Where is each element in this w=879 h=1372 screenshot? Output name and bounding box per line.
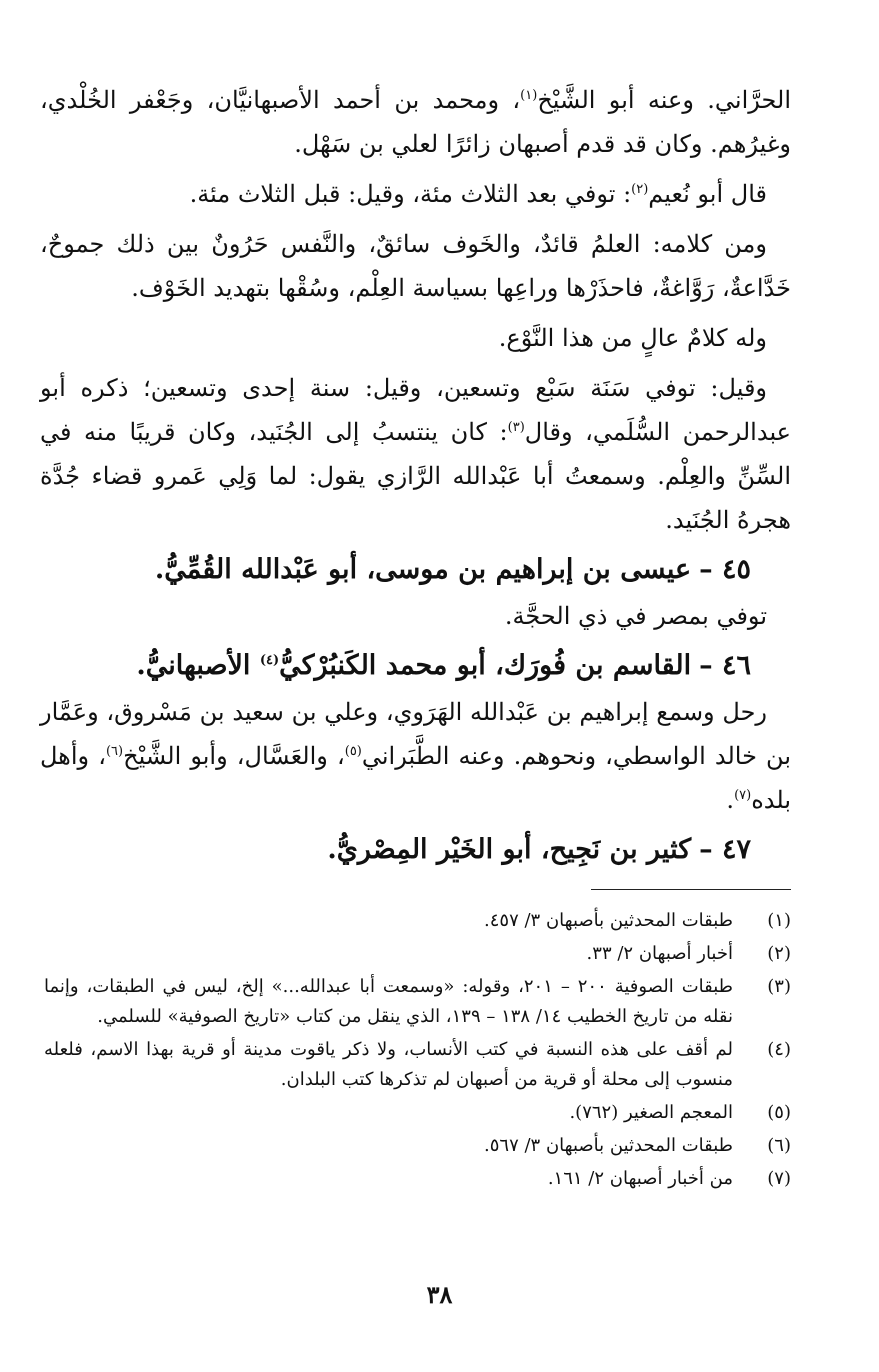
footnote-text: المعجم الصغير (٧٦٢). xyxy=(569,1102,733,1123)
footnote-number: (٦) xyxy=(767,1135,791,1156)
footnote-number: (١) xyxy=(767,910,791,931)
page-number: ٣٨ xyxy=(426,1280,453,1309)
paragraph: توفي بمصر في ذي الحجَّة. xyxy=(504,602,767,630)
main-text xyxy=(40,78,791,874)
footnote-ref[interactable]: (٢) xyxy=(631,182,649,197)
text-run: ، وأهل بلده xyxy=(40,742,791,814)
text-run: الحرَّاني. وعنه أبو الشَّيْخ xyxy=(537,86,791,114)
text-run: : كان ينتسبُ إلى الجُنَيد، وكان قريبًا منه في السِّنِّ والعِلْم. وسمعتُ أبا عَبْدالله الرَّازي يقول: لما وَلِي عَمرو قضاء جُدَّة هجرهُ الجُنَيد. xyxy=(40,418,791,534)
paragraph: وله كلامٌ عالٍ من هذا النَّوْع. xyxy=(498,324,767,352)
footnote-ref[interactable]: (٤) xyxy=(259,653,280,668)
footnote xyxy=(44,1131,791,1161)
footnote-text: من أخبار أصبهان ٢/ ١٦١. xyxy=(547,1168,733,1189)
entry-heading-45 xyxy=(40,548,791,592)
text-run: قال أبو نُعيم xyxy=(648,180,767,208)
footnote xyxy=(44,906,791,936)
footnote-number: (٧) xyxy=(767,1168,791,1189)
paragraph xyxy=(40,366,791,542)
footnote-text: طبقات المحدثين بأصبهان ٣/ ٤٥٧. xyxy=(484,910,733,931)
footnote-text: لم أقف على هذه النسبة في كتب الأنساب، ولا ذكر ياقوت مدينة أو قرية بهذا الاسم، فلعله منسوب إلى محلة أو قرية من أصبهان لم تذكرها كتب البلدان. xyxy=(44,1039,733,1090)
footnote-ref[interactable]: (٣) xyxy=(507,420,525,435)
text-run: وقيل: توفي سَنَة سَبْع وتسعين، وقيل: سنة إحدى وتسعين؛ ذكره أبو عبدالرحمن السُّلَمي، وقال xyxy=(40,374,792,446)
footnote-number: (٥) xyxy=(767,1102,791,1123)
footnotes xyxy=(44,906,791,1197)
entry-number: ٤٥ – xyxy=(699,554,751,585)
paragraph: ومن كلامه: العلمُ قائدٌ، والخَوف سائقٌ، والنَّفس حَرُونٌ بين ذلك جموحٌ، خَدَّاعةٌ، رَوَّاغةٌ، فاحذَرْها وراعِها بسياسة العِلْم، وسُقْها بتهديد الخَوْف. xyxy=(40,230,791,302)
entry-title: كثير بن نَجِيح، أبو الخَيْر المِصْريُّ. xyxy=(327,834,692,865)
paragraph xyxy=(40,172,791,216)
entry-title: القاسم بن فُورَك، أبو محمد الكَنبُرْكيُّ xyxy=(279,650,692,681)
footnote xyxy=(44,1164,791,1194)
footnote-text: طبقات الصوفية ٢٠٠ – ٢٠١، وقوله: «وسمعت أبا عبدالله...» إلخ، ليس في الطبقات، وإنما نقله من تاريخ الخطيب ١٤/ ١٣٨ – ١٣٩، الذي ينقل من كتاب «تاريخ الصوفية» للسلمي. xyxy=(44,976,733,1027)
footnote-text: طبقات المحدثين بأصبهان ٣/ ٥٦٧. xyxy=(484,1135,733,1156)
text-run: ، ومحمد بن أحمد الأصبهانيَّان، وجَعْفر الخُلْدي، وغيرُهم. وكان قد قدم أصبهان زائرًا لعلي بن سَهْل. xyxy=(40,86,791,158)
paragraph xyxy=(40,690,791,822)
text-run: رحل وسمع إبراهيم بن عَبْدالله الهَرَوي، وعلي بن سعيد بن مَسْروق، وعَمَّار بن خالد الواسطي، ونحوهم. وعنه الطَّبَراني xyxy=(40,698,792,770)
paragraph xyxy=(40,78,791,166)
footnote xyxy=(44,972,791,1032)
entry-heading-47 xyxy=(40,828,791,872)
footnote-number: (٢) xyxy=(767,943,791,964)
entry-number: ٤٧ – xyxy=(699,834,751,865)
text-run: . xyxy=(726,786,735,814)
footnote-text: أخبار أصبهان ٢/ ٣٣. xyxy=(586,943,733,964)
footnote-ref[interactable]: (٧) xyxy=(734,788,752,803)
footnote xyxy=(44,1035,791,1095)
footnote-ref[interactable]: (٦) xyxy=(105,744,124,759)
footnote-number: (٤) xyxy=(767,1039,791,1060)
entry-title-suffix: الأصبهانيُّ. xyxy=(136,650,260,681)
entry-heading-46 xyxy=(40,644,791,688)
footnote-ref[interactable]: (١) xyxy=(520,88,538,103)
footnote-number: (٣) xyxy=(767,976,791,997)
text-run: ، والعَسَّال، وأبو الشَّيْخ xyxy=(123,742,345,770)
text-run: : توفي بعد الثلاث مئة، وقيل: قبل الثلاث مئة. xyxy=(189,180,632,208)
footnote-ref[interactable]: (٥) xyxy=(344,744,362,759)
footnote-separator xyxy=(591,889,791,890)
entry-title: عيسى بن إبراهيم بن موسى، أبو عَبْدالله القُمِّيُّ. xyxy=(154,554,692,585)
entry-number: ٤٦ – xyxy=(699,650,751,681)
footnote xyxy=(44,1098,791,1128)
footnote xyxy=(44,939,791,969)
